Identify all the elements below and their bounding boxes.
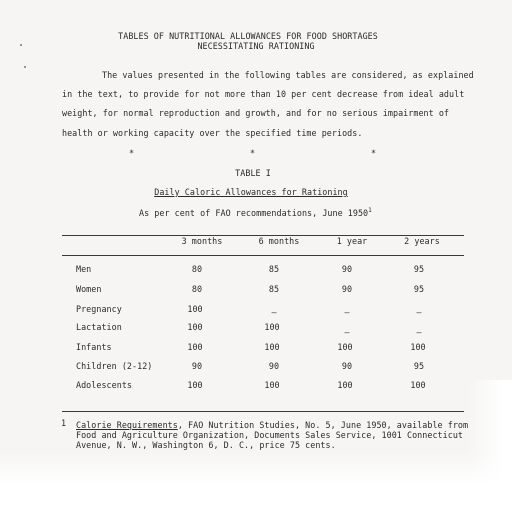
row-label: Women xyxy=(76,284,102,294)
table-cell: 90 xyxy=(341,284,353,294)
table-cell: 100 xyxy=(410,342,426,352)
row-label: Infants xyxy=(76,342,112,352)
column-header: 6 months xyxy=(258,236,300,246)
table-cell: 100 xyxy=(410,380,426,390)
table-subtitle-text: As per cent of FAO recommendations, June 1950 xyxy=(139,208,369,218)
table-title: Daily Caloric Allowances for Rationing xyxy=(154,187,348,197)
footnote-mark: 1 xyxy=(61,418,67,428)
table-cell-dash: — xyxy=(416,307,422,317)
separator-star: * xyxy=(250,148,256,158)
table-cell: 90 xyxy=(341,361,353,371)
table-cell: 100 xyxy=(337,342,353,352)
table-cell: 95 xyxy=(413,361,425,371)
intro-line-2: in the text, to provide for not more than 10 per cent decrease from ideal adult xyxy=(62,89,465,99)
footnote-rule xyxy=(62,411,464,412)
table-cell: 100 xyxy=(337,380,353,390)
intro-line-4: health or working capacity over the specified time periods. xyxy=(62,128,363,138)
footnote-source-title: Calorie Requirements xyxy=(76,420,178,430)
column-header: 3 months xyxy=(181,236,223,246)
table-cell: 80 xyxy=(191,264,203,274)
column-header: 2 years xyxy=(404,236,440,246)
table-header-rule xyxy=(62,255,464,256)
row-label: Adolescents xyxy=(76,380,133,390)
table-cell: 100 xyxy=(187,322,203,332)
footnote-line-3: Avenue, N. W., Washington 6, D. C., price 75 cents. xyxy=(76,440,336,450)
table-cell: 100 xyxy=(187,342,203,352)
table-cell: 90 xyxy=(268,361,280,371)
paper-speck xyxy=(24,66,26,68)
table-cell: 100 xyxy=(264,322,280,332)
footnote-mark: 1 xyxy=(368,207,372,214)
table-cell: 100 xyxy=(187,304,203,314)
doc-title-line2: NECESSITATING RATIONING xyxy=(197,41,315,51)
column-header: 1 year xyxy=(336,236,368,246)
table-label: TABLE I xyxy=(235,168,271,178)
separator-star: * xyxy=(371,148,377,158)
footnote-line-1 xyxy=(76,420,468,430)
table-cell: 100 xyxy=(264,380,280,390)
row-label: Children (2-12) xyxy=(76,361,153,371)
footnote-line-2: Food and Agriculture Organization, Documents Sales Service, 1001 Connecticut xyxy=(76,430,464,440)
table-cell: 80 xyxy=(191,284,203,294)
page-bottom-fade xyxy=(0,452,512,512)
table-cell-dash: — xyxy=(416,327,422,337)
row-label: Lactation xyxy=(76,322,122,332)
table-cell: 100 xyxy=(264,342,280,352)
table-cell-dash: — xyxy=(344,307,350,317)
table-cell: 95 xyxy=(413,264,425,274)
table-cell: 90 xyxy=(341,264,353,274)
footnote-line-1-rest: , FAO Nutrition Studies, No. 5, June 1950, available from xyxy=(177,420,469,430)
table-cell: 90 xyxy=(191,361,203,371)
separator-star: * xyxy=(129,148,135,158)
table-cell: 85 xyxy=(268,264,280,274)
doc-title-line1: TABLES OF NUTRITIONAL ALLOWANCES FOR FOOD SHORTAGES xyxy=(118,31,378,41)
row-label: Pregnancy xyxy=(76,304,122,314)
table-cell: 95 xyxy=(413,284,425,294)
table-subtitle xyxy=(139,206,372,218)
table-cell-dash: — xyxy=(271,307,277,317)
table-cell-dash: — xyxy=(344,327,350,337)
intro-line-1: The values presented in the following tables are considered, as explained xyxy=(102,70,474,80)
table-cell: 85 xyxy=(268,284,280,294)
intro-line-3: weight, for normal reproduction and growth, and for no serious impairment of xyxy=(62,108,450,118)
paper-speck xyxy=(20,44,22,46)
table-cell: 100 xyxy=(187,380,203,390)
row-label: Men xyxy=(76,264,92,274)
